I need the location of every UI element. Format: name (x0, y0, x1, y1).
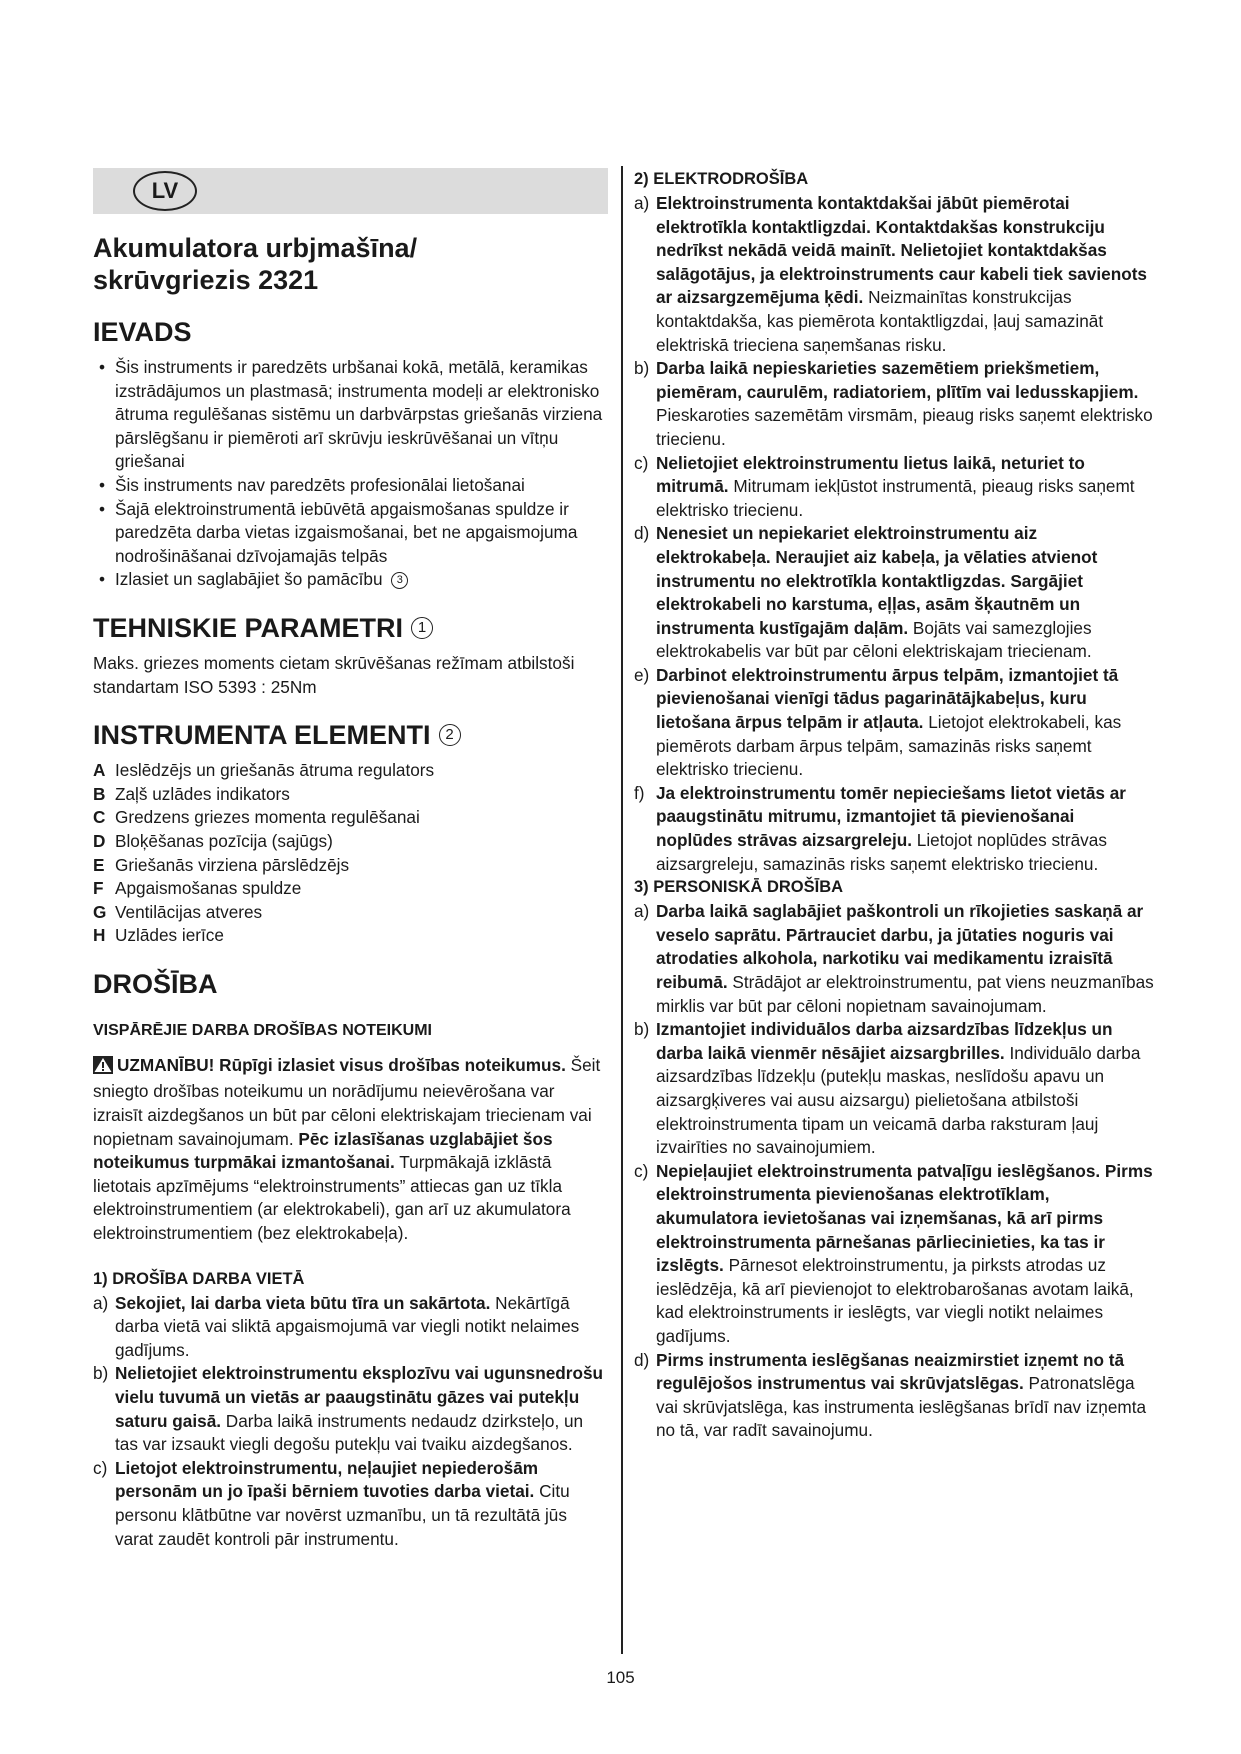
rules-list (634, 192, 1154, 876)
rule-text: Nekārtīgā darba vietā vai sliktā apgaismojumā var viegli notikt nelaimes gadījums. (115, 1292, 580, 1360)
rule-bold-text: Nepieļaujiet elektroinstrumenta patvaļīgu ieslēgšanos. Pirms elektroinstrumenta pievienošanas elektrotīklam, akumulatora ievietošanas vai izņemšanas, kā arī pirms elektroinstrumenta pārnešanas pārliecinieties, ka tas ir izslēgts. (656, 1160, 1153, 1276)
elements-heading: INSTRUMENTA ELEMENTI 2 (93, 719, 608, 751)
warning-triangle-icon (93, 1056, 113, 1081)
rule-bold-text: Pirms instrumenta ieslēgšanas neaizmirstiet izņemt no tā regulējošos instrumentus vai skrūvjatslēgas. (656, 1349, 1125, 1394)
element-key: E (93, 854, 105, 875)
element-key: D (93, 830, 106, 851)
element-label: Apgaismošanas spuldze (115, 878, 302, 899)
rule-text: Pieskaroties sazemētām virsmām, pieaug risks saņemt elektrisko triecienu. (656, 405, 1153, 449)
document-title (93, 232, 608, 296)
element-label: Zaļš uzlādes indikators (115, 783, 290, 804)
list-item: • Šis instruments nav paredzēts profesionālai lietošanai (93, 474, 608, 498)
rule-item (634, 782, 1154, 876)
element-item-b (93, 783, 608, 807)
rule-bold-text: Elektroinstrumenta kontaktdakšai jābūt piemērotai elektrotīkla kontaktligzdai. Kontaktdakšas konstrukciju nedrīkst nekādā veidā mainīt. Nelietojiet kontaktdakšas salāgotājus, ja elektroinstruments caur kabeli tiek savienots ar aizsargzemējuma ķēdi. (656, 193, 1147, 308)
rule-bold-text: Sekojiet, lai darba vieta būtu tīra un sakārtota. (115, 1292, 491, 1313)
rule-item (634, 357, 1154, 451)
element-label: Gredzens griezes momenta regulēšanai (115, 807, 420, 828)
rule-text: Individuālo darba aizsardzības līdzekļu (putekļu maskas, neslīdošu apavu un aizsargķiveres vai ausu aizsargu) pielietošana atbilstoši elektroinstrumenta tipam un veicamā darba raksturam ļauj izvairīties no savainojumiem. (656, 1042, 1141, 1158)
rule-letter: f) (634, 782, 645, 803)
rule-bold-text: Darbinot elektroinstrumentu ārpus telpām, izmantojiet tā pievienošanai vienīgi tādus pagarinātājkabeļus, kuru lietošana ārpus telpām ir atļauta. (656, 664, 1119, 733)
rule-text: Citu personu klātbūtne var novērst uzmanību, un tā rezultātā jūs varat zaudēt kontroli pār instrumentu. (115, 1481, 570, 1549)
element-key: F (93, 878, 104, 899)
section-heading: 3) PERSONISKĀ DROŠĪBA (634, 878, 844, 897)
rule-text: Lietojot noplūdes strāvas aizsargreleju, samazinās risks saņemt elektrisko triecienu. (656, 830, 1107, 874)
rule-item (634, 664, 1154, 782)
title-line-2: skrūvgriezis 2321 (93, 265, 319, 295)
left-column (93, 168, 608, 1551)
rule-bold-text: Darba laikā nepieskarieties sazemētiem priekšmetiem, piemēram, caurulēm, radiatoriem, plītīm vai ledusskapjiem. (656, 358, 1139, 402)
rules-list (634, 900, 1154, 1443)
rule-bold-text: Nelietojiet elektroinstrumentu lietus laikā, neturiet to mitrumā. (656, 452, 1085, 497)
section-electrical (634, 168, 1154, 876)
rule-bold-text: Nelietojiet elektroinstrumentu eksplozīvu vai ugunsnedrošu vielu tuvumā un vietās ar paaugstinātu gāzes vai putekļu saturu gaisā. (115, 1363, 604, 1431)
element-label: Griešanās virziena pārslēdzējs (115, 854, 350, 875)
elements-list (93, 759, 608, 948)
list-item: • Izlasiet un saglabājiet šo pamācību 3 (93, 568, 608, 592)
element-item-e (93, 854, 608, 878)
element-key: C (93, 807, 106, 828)
section-heading: 2) ELEKTRODROŠĪBA (634, 170, 809, 188)
element-key: A (93, 760, 106, 781)
section-work-area (93, 1268, 608, 1552)
rules-list (93, 1292, 608, 1552)
rule-letter: a) (634, 901, 650, 922)
rule-item (634, 192, 1154, 357)
rule-item (93, 1292, 608, 1363)
element-item-d (93, 830, 608, 854)
element-item-f (93, 877, 608, 901)
title-line-1: Akumulatora urbjmašīna/ (93, 233, 418, 263)
rule-letter: b) (634, 358, 650, 379)
rule-bold-text: Darba laikā saglabājiet paškontroli un rīkojieties saskaņā ar veselo saprātu. Pārtrauciet darbu, ja jūtaties noguris vai atrodaties alkohola, narkotiku vai medikamentu izraisītā reibumā. (656, 901, 1144, 992)
element-key: H (93, 925, 106, 946)
rule-item (93, 1362, 608, 1456)
rule-item (634, 1018, 1154, 1160)
rule-item (634, 522, 1154, 664)
element-item-c (93, 806, 608, 830)
rule-text: Patronatslēga vai skrūvjatslēga, kas instrumenta ieslēgšanas brīdī nav izņemta no tā, var radīt savainojumu. (656, 1373, 1147, 1441)
rule-letter: b) (93, 1363, 109, 1384)
section-heading: 1) DROŠĪBA DARBA VIETĀ (93, 1269, 305, 1288)
element-item-h (93, 924, 608, 948)
rule-bold-text: Lietojot elektroinstrumentu, neļaujiet nepiederošām personām un jo īpaši bērniem tuvoties darba vietai. (115, 1457, 539, 1502)
rule-text: Darba laikā instruments nedaudz dzirksteļo, un tas var izsaukt viegli degošu putekļu vai tvaiku aizdegšanos. (115, 1410, 584, 1455)
rule-letter: d) (634, 523, 650, 544)
element-label: Uzlādes ierīce (115, 925, 224, 946)
rule-letter: c) (93, 1457, 108, 1478)
rule-text: Bojāts vai samezglojies elektrokabelis var būt par cēloni elektriskajam triecienam. (656, 617, 1092, 662)
element-item-g (93, 901, 608, 925)
rule-letter: b) (634, 1019, 650, 1040)
rule-bold-text: Nenesiet un nepiekariet elektroinstrumentu aiz elektrokabeļa. Neraujiet aiz kabeļa, ja vēlaties atvienot instrumentu no elektrotīkla kontaktligzdas. Sargājiet elektrokabeli no karstuma, eļļas, asām šķautnēm un instrumenta kustīgajām daļām. (656, 523, 1098, 638)
right-column (634, 168, 1154, 1443)
figure-ref-1: 1 (411, 617, 433, 639)
rule-text: Mitrumam iekļūstot instrumentā, pieaug risks saņemt elektrisko triecienu. (656, 476, 1135, 520)
language-badge: LV (133, 171, 197, 211)
intro-bullets (93, 356, 608, 592)
list-item: • Šajā elektroinstrumentā iebūvētā apgaismošanas spuldze ir paredzēta darba vietas izgaismošanai, bet ne apgaismojuma nodrošināšanai dzīvojamajās telpās (93, 498, 608, 569)
column-divider (621, 166, 623, 1654)
rule-item (93, 1457, 608, 1551)
rule-letter: a) (93, 1292, 109, 1313)
figure-ref-3: 3 (391, 572, 408, 589)
element-key: B (93, 783, 106, 804)
rule-text: Lietojot elektrokabeli, kas piemērots darbam ārpus telpām, samazinās risks saņemt elektrisko triecienu. (656, 712, 1122, 780)
element-label: Bloķēšanas pozīcija (sajūgs) (115, 830, 333, 851)
intro-heading: IEVADS (93, 317, 192, 347)
element-key: G (93, 901, 107, 922)
list-item: • Šis instruments ir paredzēts urbšanai kokā, metālā, keramikas izstrādājumos un plastmasā; instrumenta modeļi ar elektronisko ātruma regulēšanas sistēmu un darbvārpstas griešanās virziena pārslēgšanu ir piemēroti arī skrūvju ieskrūvēšanai un vītņu griešanai (93, 356, 608, 474)
rule-letter: c) (634, 1160, 649, 1181)
rule-letter: e) (634, 664, 650, 685)
rule-bold-text: Ja elektroinstrumentu tomēr nepieciešams lietot vietās ar paaugstinātu mitrumu, izmantojiet tā pievienošanai noplūdes strāvas aizsargreleju. (656, 782, 1126, 851)
section-personal (634, 876, 1154, 1443)
tech-text: Maks. griezes moments cietam skrūvēšanas režīmam atbilstoši standartam ISO 5393 : 25Nm (93, 652, 575, 697)
element-item-a (93, 759, 608, 783)
rule-text: Neizmainītas konstrukcijas kontaktdakša, kas piemērota kontaktligzdai, ļauj samazināt elektriskā trieciena saņemšanas risku. (656, 287, 1104, 355)
element-label: Ieslēdzējs un griešanās ātruma regulators (115, 760, 435, 781)
rule-item (634, 1349, 1154, 1443)
safety-subheading: VISPĀRĒJIE DARBA DROŠĪBAS NOTEIKUMI (93, 1021, 432, 1039)
warning-paragraph: UZMANĪBU! Rūpīgi izlasiet visus drošības noteikumus. Šeit sniegto drošības noteikumu un norādījumu neievērošana var izraisīt aizdegšanos un būt par cēloni elektriskajam triecienam vai nopietnam savainojumam. Pēc izlasīšanas uzglabājiet šos noteikumus turpmākai izmantošanai. Turpmākajā izklāstā lietotais apzīmējums “elektroinstruments” attiecas gan uz tīkla elektroinstrumentiem (ar elektrokabeli), gan arī uz akumulatora elektroinstrumentiem (bez elektrokabeļa). (93, 1054, 601, 1244)
rule-item (634, 452, 1154, 523)
language-bar (93, 168, 608, 214)
rule-letter: c) (634, 452, 649, 473)
rule-text: Pārnesot elektroinstrumentu, ja pirksts atrodas uz ieslēdzēja, kā arī pievienojot to elektrobarošanas avotam laikā, kad elektroinstruments ir ieslēgts, var viegli notikt nelaimes gadījums. (656, 1255, 1134, 1346)
rule-item (634, 1160, 1154, 1349)
rule-letter: d) (634, 1349, 650, 1370)
rule-bold-text: Izmantojiet individuālos darba aizsardzības līdzekļus un darba laikā vienmēr nēsājiet aizsargbrilles. (656, 1019, 1113, 1063)
tech-heading: TEHNISKIE PARAMETRI 1 (93, 612, 608, 644)
rule-letter: a) (634, 193, 650, 213)
rule-item (634, 900, 1154, 1018)
element-label: Ventilācijas atveres (115, 901, 263, 922)
rule-text: Strādājot ar elektroinstrumentu, pat viens neuzmanības mirklis var būt par cēloni nopietnam savainojumam. (656, 972, 1154, 1016)
figure-ref-2: 2 (439, 724, 461, 746)
page-number: 105 (606, 1668, 635, 1687)
safety-heading: DROŠĪBA (93, 968, 218, 999)
